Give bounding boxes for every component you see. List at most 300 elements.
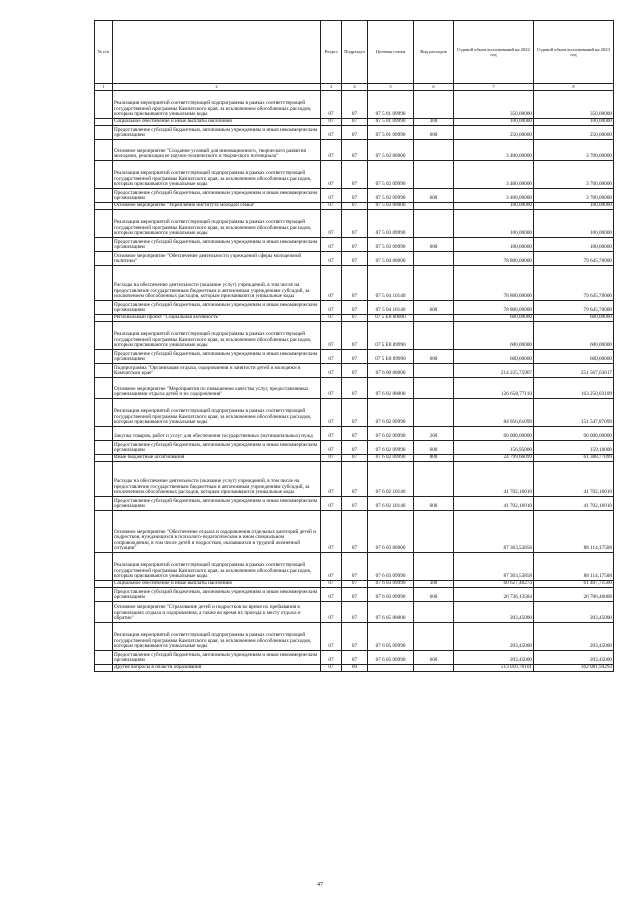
table-row [95, 322, 614, 350]
table-row [95, 210, 614, 238]
row-podrazdel: 07 [342, 455, 368, 462]
row-expense-type [414, 623, 454, 651]
row-amount-2022: 26 736,13584 [454, 588, 534, 602]
row-podrazdel: 07 [342, 651, 368, 665]
row-expense-type [414, 210, 454, 238]
row-razdel: 07 [321, 462, 342, 497]
row-name: Расходы на обеспечение деятельности (оказание услуг) учреждений, в том числе на предоставление государственным бюджетным и автономным учреждениям субсидий, за исключением обособленных расходов, которым присваиваются уникальные коды [113, 462, 321, 497]
table-body [95, 91, 614, 672]
row-target-code: 07 6 02 10140 [368, 462, 414, 497]
row-target-code: 07 6 05 09990 [368, 651, 414, 665]
row-amount-2022: 156,95000 [454, 441, 534, 455]
col-number: 7 [454, 84, 534, 91]
row-num-cell [95, 553, 113, 581]
row-expense-type: 600 [414, 301, 454, 315]
row-amount-2023: 203,45000 [534, 623, 614, 651]
row-amount-2023: 350,00000 [534, 91, 614, 119]
row-amount-2022: 41 702,16010 [454, 462, 534, 497]
row-amount-2023: 151 547,87099 [534, 399, 614, 427]
row-amount-2022: 350,00000 [454, 91, 534, 119]
row-expense-type [414, 140, 454, 161]
row-podrazdel: 07 [342, 399, 368, 427]
row-num-cell [95, 462, 113, 497]
row-name: Предоставление субсидий бюджетным, автономным учреждениям и иным некоммерческим организациям [113, 497, 321, 511]
row-name: Основное мероприятие "Страхование детей и подростков во время их пребывания в организациях отдыха и оздоровления, а также во время их проезда к месту отдыха и обратно" [113, 602, 321, 623]
row-expense-type: 800 [414, 455, 454, 462]
row-num-cell [95, 350, 113, 364]
col-number: 5 [368, 84, 414, 91]
row-num-cell [95, 266, 113, 301]
row-name: Подпрограмма "Организация отдыха, оздоровления и занятости детей и молодежи в Камчатском крае" [113, 364, 321, 378]
row-podrazdel: 07 [342, 322, 368, 350]
header-vol2023: Годовой объем ассигнований на 2023 год [534, 21, 614, 84]
row-target-code: 07 6 03 00000 [368, 511, 414, 553]
row-podrazdel: 07 [342, 350, 368, 364]
budget-table [94, 20, 614, 672]
table-row [95, 497, 614, 511]
row-amount-2023: 251 567,63617 [534, 364, 614, 378]
col-number: 2 [113, 84, 321, 91]
row-amount-2023: 203,45000 [534, 602, 614, 623]
row-name: Иные бюджетные ассигнования [113, 455, 321, 462]
row-podrazdel: 07 [342, 238, 368, 252]
row-razdel: 07 [321, 210, 342, 238]
row-name: Расходы на обеспечение деятельности (оказание услуг) учреждений, в том числе на предоставление государственным бюджетным и автономным учреждениям субсидий, за исключением обособленных расходов, которым присваиваются уникальные коды [113, 266, 321, 301]
row-num-cell [95, 665, 113, 672]
row-num-cell [95, 399, 113, 427]
row-razdel: 07 [321, 350, 342, 364]
row-amount-2023: 100,00000 [534, 119, 614, 126]
header-name [113, 21, 321, 84]
row-name: Реализация мероприятий соответствующей подпрограммы в рамках соответствующей государственной программы Камчатского края, за исключением обособленных расходов, которым присваиваются уникальные коды [113, 210, 321, 238]
row-name: Региональный проект "Социальная активность" [113, 315, 321, 322]
row-num-cell [95, 203, 113, 210]
row-razdel: 07 [321, 378, 342, 399]
row-name: Реализация мероприятий соответствующей подпрограммы в рамках соответствующей государственной программы Камчатского края, за исключением обособленных расходов, которым присваиваются уникальные коды [113, 399, 321, 427]
row-amount-2023: 600,00000 [534, 315, 614, 322]
row-num-cell [95, 441, 113, 455]
row-amount-2023: 100,00000 [534, 210, 614, 238]
row-amount-2022: 84 956,61099 [454, 399, 534, 427]
table-header-row [95, 21, 614, 84]
row-razdel: 07 [321, 315, 342, 322]
row-amount-2022: 87 363,53858 [454, 553, 534, 581]
row-target-code: 07 6 02 09990 [368, 399, 414, 427]
row-podrazdel: 07 [342, 602, 368, 623]
row-amount-2022: 78 800,00000 [454, 266, 534, 301]
row-razdel: 07 [321, 203, 342, 210]
row-amount-2022: 3 400,00000 [454, 140, 534, 161]
row-razdel: 07 [321, 665, 342, 672]
row-amount-2022: 100,00000 [454, 203, 534, 210]
table-row [95, 462, 614, 497]
table-row [95, 581, 614, 588]
row-amount-2023: 61 407,71500 [534, 581, 614, 588]
row-amount-2022: 513 010,70101 [454, 665, 534, 672]
row-razdel: 07 [321, 322, 342, 350]
table-row [95, 665, 614, 672]
table-row [95, 350, 614, 364]
row-target-code: 07 5 04 00000 [368, 252, 414, 266]
row-podrazdel: 07 [342, 553, 368, 581]
row-num-cell [95, 301, 113, 315]
row-amount-2023: 100,00000 [534, 203, 614, 210]
row-target-code: 07 6 02 09990 [368, 455, 414, 462]
row-razdel: 07 [321, 126, 342, 140]
row-podrazdel: 09 [342, 665, 368, 672]
row-amount-2023: 90 000,00000 [534, 427, 614, 441]
row-podrazdel: 07 [342, 364, 368, 378]
row-podrazdel: 07 [342, 203, 368, 210]
header-vol2022: Годовой объем ассигнований на 2022 год [454, 21, 534, 84]
table-row [95, 301, 614, 315]
row-amount-2023: 163 250,03109 [534, 378, 614, 399]
row-name: Основное мероприятие "Обеспечение деятельности учреждений сферы молодежной политики" [113, 252, 321, 266]
row-podrazdel: 07 [342, 588, 368, 602]
row-target-code: 07 6 03 09990 [368, 588, 414, 602]
table-row [95, 203, 614, 210]
row-expense-type: 600 [414, 441, 454, 455]
row-name: Предоставление субсидий бюджетным, автономным учреждениям и иным некоммерческим организациям [113, 301, 321, 315]
table-row [95, 511, 614, 553]
row-amount-2022: 203,45000 [454, 602, 534, 623]
row-target-code: 07 6 02 09990 [368, 441, 414, 455]
row-amount-2022: 100,00000 [454, 210, 534, 238]
row-podrazdel: 07 [342, 161, 368, 189]
row-amount-2023: 250,00000 [534, 126, 614, 140]
table-row [95, 427, 614, 441]
row-podrazdel: 07 [342, 189, 368, 203]
row-target-code: 07 5 03 09990 [368, 210, 414, 238]
col-number: 4 [342, 84, 368, 91]
row-target-code: 07 5 01 09990 [368, 126, 414, 140]
row-razdel: 07 [321, 91, 342, 119]
table-row [95, 651, 614, 665]
row-name: Основное мероприятие "Обеспечение отдыха и оздоровления отдельных категорий детей и подростков, нуждающихся в психолого-педагогическом и ином специальном сопровождении, в том числе детей и подростков, оказавшихся в трудной жизненной ситуации" [113, 511, 321, 553]
row-target-code: 07 6 03 09990 [368, 553, 414, 581]
row-num-cell [95, 252, 113, 266]
row-target-code: 07 5 03 09990 [368, 238, 414, 252]
row-num-cell [95, 322, 113, 350]
row-name: Основное мероприятие "Укрепление института молодой семьи" [113, 203, 321, 210]
row-name: Социальное обеспечение и иные выплаты населению [113, 581, 321, 588]
row-amount-2023: 41 702,16010 [534, 497, 614, 511]
row-expense-type [414, 203, 454, 210]
row-name: Основное мероприятие "Создание условий для инновационного, творческого развития молодежи, реализация ее научно-технического и творческого потенциала" [113, 140, 321, 161]
row-num-cell [95, 91, 113, 119]
row-amount-2023: 88 114,17508 [534, 553, 614, 581]
row-podrazdel: 07 [342, 126, 368, 140]
table-row [95, 588, 614, 602]
row-podrazdel: 07 [342, 210, 368, 238]
row-num-cell [95, 238, 113, 252]
row-amount-2022: 3 400,00000 [454, 189, 534, 203]
row-amount-2023: 600,00000 [534, 322, 614, 350]
row-amount-2022: 78 800,00000 [454, 301, 534, 315]
row-razdel: 07 [321, 511, 342, 553]
table-row [95, 238, 614, 252]
row-name: Предоставление субсидий бюджетным, автономным учреждениям и иным некоммерческим организациям [113, 651, 321, 665]
row-num-cell [95, 119, 113, 126]
table-row [95, 441, 614, 455]
row-podrazdel: 07 [342, 378, 368, 399]
table-row [95, 553, 614, 581]
row-name: Предоставление субсидий бюджетным, автономным учреждениям и иным некоммерческим организациям [113, 350, 321, 364]
row-num-cell [95, 315, 113, 322]
row-amount-2023: 61 388,77099 [534, 455, 614, 462]
row-podrazdel: 07 [342, 140, 368, 161]
row-amount-2023: 362 081,94293 [534, 665, 614, 672]
row-num-cell [95, 588, 113, 602]
table-row [95, 364, 614, 378]
row-num-cell [95, 210, 113, 238]
row-target-code: 07 5 E8 09990 [368, 322, 414, 350]
row-name: Реализация мероприятий соответствующей подпрограммы в рамках соответствующей государственной программы Камчатского края, за исключением обособленных расходов, которым присваиваются уникальные коды [113, 91, 321, 119]
row-target-code: 07 5 E8 00000 [368, 315, 414, 322]
row-amount-2023: 600,00000 [534, 350, 614, 364]
row-name: Предоставление субсидий бюджетным, автономным учреждениям и иным некоммерческим организациям [113, 189, 321, 203]
row-expense-type [414, 399, 454, 427]
row-expense-type: 600 [414, 651, 454, 665]
row-expense-type: 300 [414, 581, 454, 588]
row-expense-type: 600 [414, 588, 454, 602]
row-amount-2022: 100,00000 [454, 238, 534, 252]
row-razdel: 07 [321, 266, 342, 301]
col-number: 8 [534, 84, 614, 91]
row-name: Предоставление субсидий бюджетным, автономным учреждениям и иным некоммерческим организациям [113, 441, 321, 455]
row-target-code: 07 6 05 09990 [368, 623, 414, 651]
row-razdel: 07 [321, 189, 342, 203]
row-num-cell [95, 126, 113, 140]
row-razdel: 07 [321, 651, 342, 665]
row-num-cell [95, 140, 113, 161]
row-razdel: 07 [321, 238, 342, 252]
row-razdel: 07 [321, 441, 342, 455]
column-number-row [95, 84, 614, 91]
row-target-code: 07 5 02 09990 [368, 161, 414, 189]
row-podrazdel: 07 [342, 497, 368, 511]
row-num-cell [95, 427, 113, 441]
header-razdel: Раздел [321, 21, 342, 84]
table-row [95, 91, 614, 119]
row-name: Другие вопросы в области образования [113, 665, 321, 672]
row-podrazdel: 07 [342, 623, 368, 651]
row-amount-2022: 600,00000 [454, 350, 534, 364]
row-expense-type: 300 [414, 119, 454, 126]
row-podrazdel: 07 [342, 462, 368, 497]
row-target-code: 07 6 00 00000 [368, 364, 414, 378]
row-expense-type [414, 252, 454, 266]
table-row [95, 140, 614, 161]
row-razdel: 07 [321, 602, 342, 623]
table-row [95, 315, 614, 322]
row-razdel: 07 [321, 588, 342, 602]
row-amount-2023: 26 706,46008 [534, 588, 614, 602]
row-amount-2022: 87 363,53858 [454, 511, 534, 553]
row-amount-2023: 79 645,70000 [534, 252, 614, 266]
row-amount-2023: 3 700,00000 [534, 189, 614, 203]
row-expense-type: 200 [414, 427, 454, 441]
row-amount-2023: 159,10000 [534, 441, 614, 455]
row-name: Реализация мероприятий соответствующей подпрограммы в рамках соответствующей государственной программы Камчатского края, за исключением обособленных расходов, которым присваиваются уникальные коды [113, 553, 321, 581]
row-amount-2023: 203,45000 [534, 651, 614, 665]
table-row [95, 455, 614, 462]
page-number: 47 [317, 882, 323, 888]
row-amount-2023: 3 700,00000 [534, 161, 614, 189]
row-podrazdel: 07 [342, 252, 368, 266]
row-amount-2022: 600,00000 [454, 315, 534, 322]
header-num: № п/п [95, 21, 113, 84]
row-podrazdel: 07 [342, 301, 368, 315]
row-amount-2022: 78 800,00000 [454, 252, 534, 266]
row-expense-type: 600 [414, 350, 454, 364]
table-row [95, 623, 614, 651]
table-row [95, 252, 614, 266]
row-target-code: 07 5 01 09990 [368, 119, 414, 126]
row-name: Социальное обеспечение и иные выплаты населению [113, 119, 321, 126]
row-amount-2022: 126 658,77110 [454, 378, 534, 399]
row-target-code: 07 5 02 09990 [368, 189, 414, 203]
row-amount-2022: 203,45000 [454, 651, 534, 665]
row-amount-2022: 24 799,66099 [454, 455, 534, 462]
row-amount-2023: 79 645,70000 [534, 301, 614, 315]
table-row [95, 161, 614, 189]
header-target: Целевая статья [368, 21, 414, 84]
row-num-cell [95, 497, 113, 511]
table-row [95, 119, 614, 126]
row-target-code: 07 6 02 10140 [368, 497, 414, 511]
table-row [95, 189, 614, 203]
row-expense-type [414, 378, 454, 399]
row-amount-2023: 88 114,17508 [534, 511, 614, 553]
row-expense-type: 600 [414, 497, 454, 511]
row-podrazdel: 07 [342, 91, 368, 119]
row-razdel: 07 [321, 455, 342, 462]
row-razdel: 07 [321, 140, 342, 161]
row-num-cell [95, 581, 113, 588]
row-num-cell [95, 378, 113, 399]
row-podrazdel: 07 [342, 427, 368, 441]
row-expense-type: 600 [414, 238, 454, 252]
row-target-code: 07 5 04 10140 [368, 266, 414, 301]
row-amount-2022: 60 627,40274 [454, 581, 534, 588]
row-amount-2022: 3 400,00000 [454, 161, 534, 189]
row-amount-2022: 214 225,75967 [454, 364, 534, 378]
table-row [95, 126, 614, 140]
row-podrazdel: 07 [342, 441, 368, 455]
row-expense-type [414, 602, 454, 623]
table-row [95, 399, 614, 427]
row-amount-2023: 79 645,70000 [534, 266, 614, 301]
row-expense-type [414, 315, 454, 322]
row-name: Предоставление субсидий бюджетным, автономным учреждениям и иным некоммерческим организациям [113, 588, 321, 602]
row-amount-2022: 41 702,16010 [454, 497, 534, 511]
row-target-code: 07 6 02 09990 [368, 427, 414, 441]
row-expense-type [414, 266, 454, 301]
row-num-cell [95, 161, 113, 189]
row-razdel: 07 [321, 497, 342, 511]
row-target-code: 07 5 04 10140 [368, 301, 414, 315]
row-num-cell [95, 651, 113, 665]
header-podrazdel: Подраздел [342, 21, 368, 84]
row-razdel: 07 [321, 623, 342, 651]
row-razdel: 07 [321, 119, 342, 126]
row-expense-type [414, 665, 454, 672]
row-name: Основное мероприятие "Мероприятия по повышению качества услуг, предоставляемых организациями отдыха детей и их оздоровления" [113, 378, 321, 399]
row-num-cell [95, 602, 113, 623]
row-target-code: 07 6 03 09990 [368, 581, 414, 588]
row-razdel: 07 [321, 399, 342, 427]
row-podrazdel: 07 [342, 511, 368, 553]
row-razdel: 07 [321, 581, 342, 588]
row-target-code: 07 5 01 09990 [368, 91, 414, 119]
row-podrazdel: 07 [342, 581, 368, 588]
row-expense-type [414, 462, 454, 497]
row-num-cell [95, 455, 113, 462]
row-amount-2023: 3 700,00000 [534, 140, 614, 161]
row-target-code [368, 665, 414, 672]
row-expense-type [414, 322, 454, 350]
row-expense-type [414, 364, 454, 378]
row-num-cell [95, 511, 113, 553]
row-amount-2022: 100,00000 [454, 119, 534, 126]
row-razdel: 07 [321, 364, 342, 378]
row-podrazdel: 07 [342, 266, 368, 301]
row-amount-2022: 250,00000 [454, 126, 534, 140]
row-name: Реализация мероприятий соответствующей подпрограммы в рамках соответствующей государственной программы Камчатского края, за исключением обособленных расходов, которым присваиваются уникальные коды [113, 623, 321, 651]
row-target-code: 07 5 02 00000 [368, 140, 414, 161]
col-number: 6 [414, 84, 454, 91]
row-target-code: 07 6 05 00000 [368, 602, 414, 623]
row-name: Реализация мероприятий соответствующей подпрограммы в рамках соответствующей государственной программы Камчатского края, за исключением обособленных расходов, которым присваиваются уникальные коды [113, 322, 321, 350]
col-number: 1 [95, 84, 113, 91]
col-number: 3 [321, 84, 342, 91]
row-podrazdel: 07 [342, 119, 368, 126]
table-row [95, 602, 614, 623]
row-expense-type [414, 553, 454, 581]
row-expense-type: 600 [414, 189, 454, 203]
row-expense-type [414, 91, 454, 119]
row-razdel: 07 [321, 553, 342, 581]
row-amount-2022: 203,45000 [454, 623, 534, 651]
table-row [95, 378, 614, 399]
row-num-cell [95, 623, 113, 651]
row-amount-2023: 100,00000 [534, 238, 614, 252]
row-name: Предоставление субсидий бюджетным, автономным учреждениям и иным некоммерческим организациям [113, 126, 321, 140]
row-name: Закупка товаров, работ и услуг для обеспечения государственных (муниципальных) нужд [113, 427, 321, 441]
row-num-cell [95, 364, 113, 378]
row-name: Реализация мероприятий соответствующей подпрограммы в рамках соответствующей государственной программы Камчатского края, за исключением обособленных расходов, которым присваиваются уникальные коды [113, 161, 321, 189]
row-expense-type [414, 511, 454, 553]
row-name: Предоставление субсидий бюджетным, автономным учреждениям и иным некоммерческим организациям [113, 238, 321, 252]
row-amount-2023: 41 702,16010 [534, 462, 614, 497]
row-razdel: 07 [321, 252, 342, 266]
row-target-code: 07 5 E8 09990 [368, 350, 414, 364]
row-expense-type: 600 [414, 126, 454, 140]
row-amount-2022: 60 000,00000 [454, 427, 534, 441]
row-num-cell [95, 189, 113, 203]
row-razdel: 07 [321, 161, 342, 189]
row-razdel: 07 [321, 427, 342, 441]
row-target-code: 07 5 03 00000 [368, 203, 414, 210]
row-expense-type [414, 161, 454, 189]
header-expense: Вид расходов [414, 21, 454, 84]
table-row [95, 266, 614, 301]
row-razdel: 07 [321, 301, 342, 315]
row-target-code: 07 6 02 00000 [368, 378, 414, 399]
row-amount-2022: 600,00000 [454, 322, 534, 350]
row-podrazdel: 07 [342, 315, 368, 322]
